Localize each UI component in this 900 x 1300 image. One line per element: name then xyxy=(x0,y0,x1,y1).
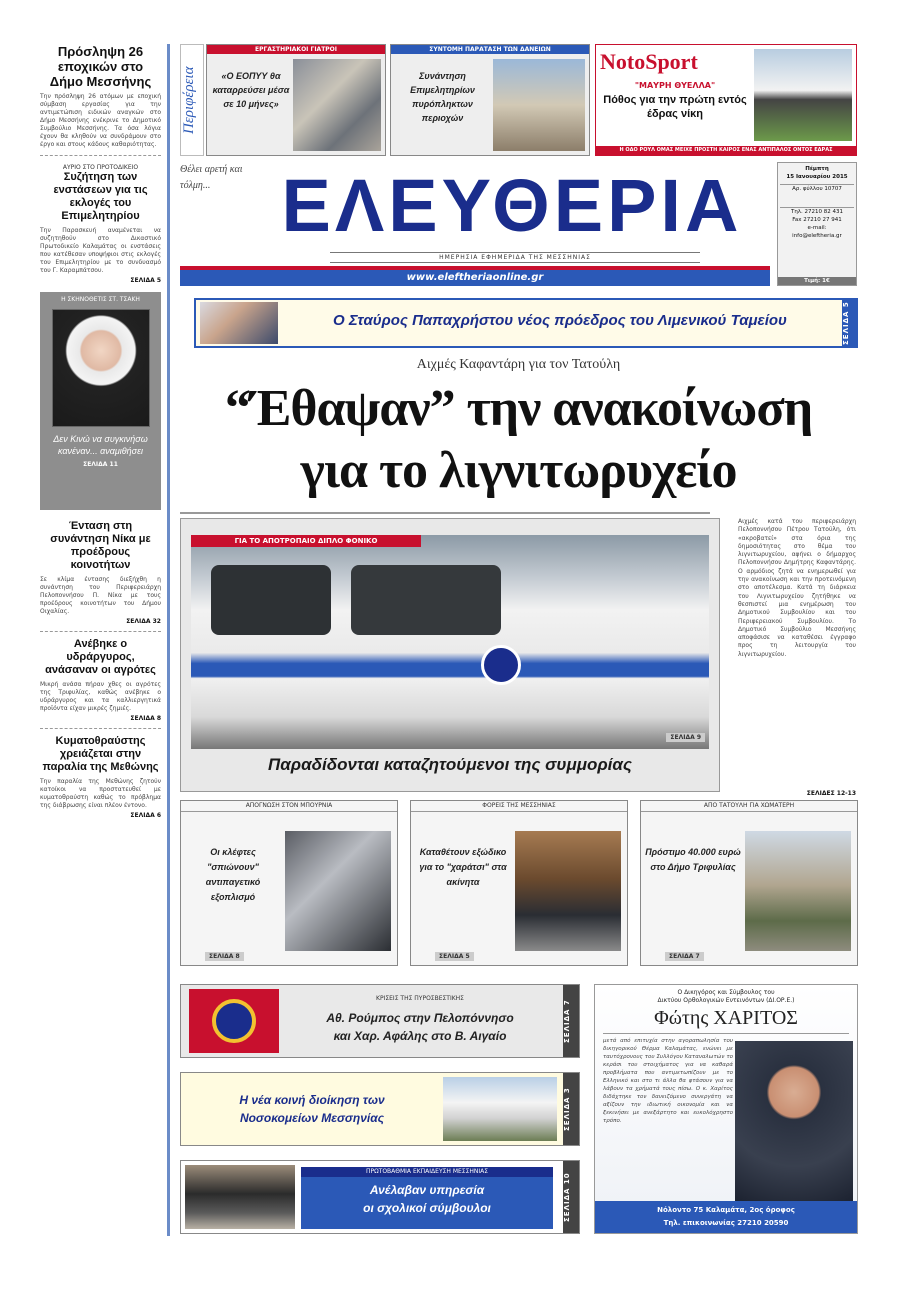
hospitals-line2: Νοσοκομείων Μεσσηνίας xyxy=(239,1111,385,1125)
education-box[interactable] xyxy=(180,1160,580,1234)
ad-footer xyxy=(595,1201,857,1233)
teaser-extrajudicial[interactable] xyxy=(410,800,628,966)
left-text-4: Σε κλίμα έντασης διεξήχθη η συνάντηση του Περιφερειάρχη Πελοποννήσου Π. Νίκα με τους προέδρους κοινοτήτων του Δήμου Οιχαλίας. xyxy=(40,576,161,615)
education-photo xyxy=(185,1165,295,1229)
notosport-quote: "ΜΑΥΡΗ ΘΥΕΛΛΑ" xyxy=(634,81,716,90)
lead-headline-line2[interactable]: για το λιγνιτωρυχείο xyxy=(300,442,737,499)
ad-last-name: ΧΑΡΙΤΟΣ xyxy=(713,1007,798,1029)
masthead-title[interactable]: ΕΛΕΥΘΕΡΙΑ xyxy=(281,164,743,247)
banner-photo xyxy=(200,302,278,344)
ad-top-line1: Ο Δικηγόρος και Σύμβουλος του xyxy=(677,989,775,996)
notosport-logo: NotoSport xyxy=(600,49,698,74)
teaser-loans-photo xyxy=(493,59,585,151)
teaser-fine-photo xyxy=(745,831,851,951)
email-label: e-mail: xyxy=(807,225,827,231)
banner-tab: ΣΕΛΙΔΑ 5 xyxy=(842,300,856,346)
fire-caption: ΚΡΙΣΕΙΣ ΤΗΣ ΠΥΡΟΣΒΕΣΤΙΚΗΣ xyxy=(376,995,464,1002)
hospitals-tab: ΣΕΛΙΔΑ 3 xyxy=(563,1073,579,1145)
ad-body-text: μετά από επιτυχία στην αγοραπωλησία του δικηγορικού Θέρμα Καλαμάτας, ενώνει με ταυτόχρονους του Συλλόγου Καταναλωτών το κεράσι του στοιχήματος για να καθαρά προβλήματα που αντιμετωπίζουν με το Ελληνικό και στο τι άλλα θα φτάσουν για να λάβουν τα χρήματά τους πίσω. Ο κ. Χαρίτος διδάχτηκε τον δανειζόμενο συνεργάτη να αξίζουν την ιδιωτική οικονομία και να ξεκινήσει με ανεξάρτητο και ευκολόχρηστο τρόπο. xyxy=(603,1038,733,1124)
teaser-eopyy-photo xyxy=(293,59,381,151)
photo-caption: ΓΙΑ ΤΟ ΑΠΟΤΡΟΠΑΙΟ ΔΙΠΛΟ ΦΟΝΙΚΟ xyxy=(191,535,421,547)
periferia-label: Περιφέρεια xyxy=(181,66,197,134)
left-headline-5[interactable]: Ανέβηκε ο υδράργυρος, ανάσαναν οι αγρότες xyxy=(45,638,156,676)
notosport-text: Πόθος για την πρώτη εντός έδρας νίκη xyxy=(603,94,747,120)
lead-headline-line1[interactable]: “Έθαψαν” την ανακοίνωση xyxy=(224,380,813,437)
hospitals-box[interactable] xyxy=(180,1072,580,1146)
teaser-extrajudicial-page: ΣΕΛΙΔΑ 5 xyxy=(435,952,474,961)
teaser-thieves[interactable] xyxy=(180,800,398,966)
price: Τιμή: 1€ xyxy=(778,277,856,285)
fire-service-logo xyxy=(189,989,279,1053)
left-feature-box[interactable] xyxy=(40,292,161,510)
police-car-photo xyxy=(191,535,709,749)
masthead xyxy=(180,160,857,290)
fire-emblem-icon xyxy=(212,999,256,1043)
periferia-tab xyxy=(180,44,204,156)
issue-number: Αρ. φύλλου 10707 xyxy=(780,184,854,193)
teaser-thieves-photo xyxy=(285,831,391,951)
car-window-left xyxy=(211,565,331,635)
lead-body-text: Αιχμές κατά του περιφερειάρχη Πελοποννήσου Πέτρου Τατούλη, ότι «ακροβατεί» στα όρια της δημοσιότητας στο θέμα του λιγνιτωρυχείου, αφήνει ο δήμαρχος Πελοποννήσου Δημήτρης Καφαντάρης. Ο αρμόδιος ζητά να ενημερωθεί για την ανακοίνωση και την προτεινόμενη στο αποτέλεσμα. Κατά τη διάρκεια του Λιγνιτωρυχείου ζητήθηκε να θεσπιστεί μια ενημέρωση του Δημοτικού Συμβουλίου και του Περιφερειακού Συμβουλίου. Το Δημοτικό Συμβούλιο Μεσσήνης αποφάσισε να καταθέσει έγγραφο προς τη λειτουργία του λιγνιτωρυχείου. xyxy=(738,518,856,658)
ad-top-line2: Δικτύου Ορθολογικών Εντεινόντων (ΔΙ.ΟΡ.Ε.) xyxy=(657,997,795,1004)
left-headline-4[interactable]: Ένταση στη συνάντηση Νίκα με προέδρους κοινοτήτων xyxy=(50,520,151,571)
telephone: Τηλ. 27210 82 431 xyxy=(780,207,854,216)
masthead-subtitle: ΗΜΕΡΗΣΙΑ ΕΦΗΜΕΡΙΔΑ ΤΗΣ ΜΕΣΣΗΝΙΑΣ xyxy=(330,252,700,263)
fire-tab: ΣΕΛΙΔΑ 7 xyxy=(563,985,579,1057)
date-day: Πέμπτη xyxy=(805,166,829,172)
teaser-fine-page: ΣΕΛΙΔΑ 7 xyxy=(665,952,704,961)
police-emblem xyxy=(481,645,521,685)
teaser-fine-text: Πρόστιμο 40.000 ευρώ στο Δήμο Τριφυλίας xyxy=(645,847,741,872)
teaser-thieves-caption: ΑΠΟΓΝΩΣΗ ΣΤΟΝ ΜΠΟΥΡΝΙΑ xyxy=(181,801,397,812)
teaser-fine-caption: ΑΠΟ ΤΑΤΟΥΛΗ ΓΙΑ ΧΩΜΑΤΕΡΗ xyxy=(641,801,857,812)
left-text-2: Την Παρασκευή αναμένεται να συζητηθούν στο Δικαστικό Πρωτοδικείο Καλαμάτας οι ενστάσεις που κατέθεσαν υποψήφιοι στις εκλογές του Επιμελητηρίου με το συνδυασμό του Γ. Καραμπάτσου. xyxy=(40,227,161,274)
teaser-thieves-text: Οι κλέφτες "σπιώνουν" αντιπαγετικό εξοπλισμό xyxy=(205,847,261,902)
left-column xyxy=(40,44,170,1236)
notosport-photo xyxy=(754,49,852,141)
teaser-eopyy[interactable] xyxy=(206,44,386,156)
fire-service-box[interactable] xyxy=(180,984,580,1058)
left-text-5: Μικρή ανάσα πήραν χθες οι αγρότες της Τριφυλίας, καθώς ανέβηκε ο υδράργυρος και τα καλλιεργητικά προϊόντα είχαν μικρές ζημιές. xyxy=(40,681,161,712)
lead-rule xyxy=(180,512,710,514)
ad-address: Νόλοντο 75 Καλαμάτα, 2ος όροφος xyxy=(657,1206,795,1214)
hospitals-line1: Η νέα κοινή διοίκηση των xyxy=(239,1093,385,1107)
left-headline-2[interactable]: Συζήτηση των ενστάσεων για τις εκλογές του Επιμελητηρίου xyxy=(53,171,148,222)
left-text-6: Την παραλία της Μεθώνης ζητούν κατοίκοι να προστατευθεί με κυματοθραύστη καθώς το πρόβλημα της διάβρωσης είναι πλέον έντονο. xyxy=(40,778,161,809)
teaser-extrajudicial-photo xyxy=(515,831,621,951)
teaser-loans-text: Συνάντηση Επιμελητηρίων πυρόπληκτων περιοχών xyxy=(410,71,475,123)
teaser-eopyy-caption: ΕΡΓΑΣΤΗΡΙΑΚΟΙ ΓΙΑΤΡΟΙ xyxy=(207,45,385,54)
date-box xyxy=(777,162,857,286)
fire-line2: και Χαρ. Αφάλης στο Β. Αιγαίο xyxy=(333,1029,507,1043)
left-kicker-3: Η ΣΚΗΝΟΘΕΤΙΣ ΣΤ. ΤΣΑΚΗ xyxy=(61,296,140,303)
education-line1: Ανέλαβαν υπηρεσία xyxy=(369,1183,485,1197)
teaser-eopyy-text: «Ο ΕΟΠΥΥ θα καταρρεύσει μέσα σε 10 μήνες» xyxy=(212,71,290,109)
email-address: info@eleftheria.gr xyxy=(792,233,842,239)
slogan: Θέλει αρετή και τόλμη... xyxy=(180,164,243,191)
lead-kicker: Αιχμές Καφαντάρη για τον Τατούλη xyxy=(416,357,621,372)
education-tab: ΣΕΛΙΔΑ 10 xyxy=(563,1161,579,1233)
lead-story xyxy=(180,352,857,502)
photo-headline: Παραδίδονται καταζητούμενοι της συμμορίας xyxy=(268,755,632,774)
left-text-1: Την πρόσληψη 26 ατόμων με εποχική σύμβαση εργασίας για την αντιμετώπιση ειδικών αναγκών στο Δήμο Μεσσήνης ενέκρινε το Δημοτικό Συμβούλιο Μεσσήνης. Τα όσα λόγια έχουν θα κληθούν να συνδράμουν στο έργο και στους κάδους καθαριότητας. xyxy=(40,93,161,148)
ad-first-name: Φώτης xyxy=(654,1007,709,1029)
ad-portrait xyxy=(735,1041,853,1201)
lead-pages: ΣΕΛΙΔΕΣ 12-13 xyxy=(806,790,856,797)
teaser-thieves-page: ΣΕΛΙΔΑ 8 xyxy=(205,952,244,961)
education-panel xyxy=(301,1167,553,1229)
fax: Fax 27210 27 941 xyxy=(792,217,842,223)
left-page-4: ΣΕΛΙΔΑ 32 xyxy=(126,618,161,625)
left-page-6: ΣΕΛΙΔΑ 6 xyxy=(130,812,161,819)
left-quote: Δεν Κινώ να συγκινήσω κανέναν... αναμιθήσει xyxy=(53,434,148,456)
teaser-extrajudicial-caption: ΦΟΡΕΙΣ ΤΗΣ ΜΕΣΣΗΝΙΑΣ xyxy=(411,801,627,812)
education-line2: οι σχολικοί σύμβουλοι xyxy=(363,1201,491,1215)
teaser-loans[interactable] xyxy=(390,44,590,156)
fire-line1: Αθ. Ρούμπος στην Πελοπόννησο xyxy=(326,1011,514,1025)
left-headline-1[interactable]: Πρόσληψη 26 εποχικών στο Δήμο Μεσσήνης xyxy=(49,44,152,89)
advertisement[interactable] xyxy=(594,984,858,1234)
website-url[interactable]: www.eleftheriaonline.gr xyxy=(180,266,770,286)
ad-phone: Τηλ. επικοινωνίας 27210 20590 xyxy=(663,1219,789,1227)
teaser-extrajudicial-text: Καταθέτουν εξώδικο για το "χαράτσι" στα ακίνητα xyxy=(419,847,507,887)
portrait-photo xyxy=(52,309,150,427)
banner-box[interactable] xyxy=(194,298,858,348)
teaser-fine[interactable] xyxy=(640,800,858,966)
left-page-2: ΣΕΛΙΔΑ 5 xyxy=(130,277,161,284)
left-page-3: ΣΕΛΙΔΑ 11 xyxy=(83,461,118,468)
teaser-loans-caption: ΣΥΝΤΟΜΗ ΠΑΡΑΤΑΣΗ ΤΩΝ ΔΑΝΕΙΩΝ xyxy=(391,45,589,54)
notosport-strip: Η ΟΔΟ ΡΟΥΛ ΟΜΑΣ ΜΕΙΧΕ ΠΡΟΣΤΗ ΚΑΙΡΟΣ ΕΝΑΣ ΑΝΤΙΠΑΛΟΣ ΟΝΤΟΣ ΕΔΡΑΣ xyxy=(596,146,856,155)
car-window-right xyxy=(351,565,501,635)
notosport-box[interactable] xyxy=(595,44,857,156)
hospitals-photo xyxy=(443,1077,557,1141)
left-page-5: ΣΕΛΙΔΑ 8 xyxy=(130,715,161,722)
date-full: 15 Ιανουαρίου 2015 xyxy=(786,174,848,180)
left-kicker-2: ΑΥΡΙΟ ΣΤΟ ΠΡΟΤΟΔΙΚΕΙΟ xyxy=(62,164,139,171)
main-photo-box[interactable] xyxy=(180,518,720,792)
left-headline-6[interactable]: Κυματοθραύστης χρειάζεται στην παραλία της Μεθώνης xyxy=(42,735,159,773)
education-caption: ΠΡΩΤΟΒΑΘΜΙΑ ΕΚΠΑΙΔΕΥΣΗ ΜΕΣΣΗΝΙΑΣ xyxy=(301,1167,553,1177)
banner-text: Ο Σταύρος Παπαχρήστου νέος πρόεδρος του Λιμενικού Ταμείου xyxy=(333,312,787,329)
photo-page: ΣΕΛΙΔΑ 9 xyxy=(666,733,705,742)
